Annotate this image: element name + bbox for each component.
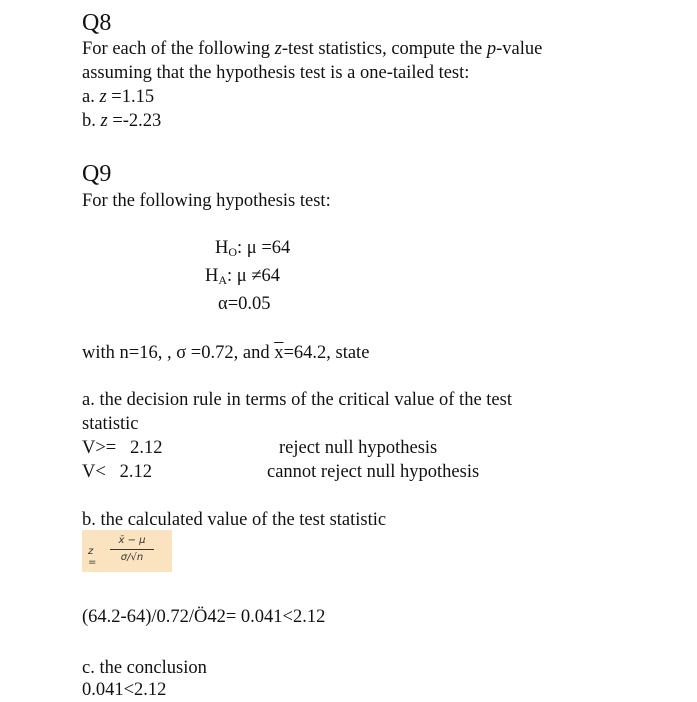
calculation: (64.2-64)/0.72/Ö42= 0.041<2.12 — [82, 607, 326, 627]
rule2-action: cannot reject null hypothesis — [267, 462, 480, 482]
part-a-line2: statistic — [82, 414, 139, 434]
q8-instruction-line2: assuming that the hypothesis test is a one-tailed test: — [82, 63, 470, 83]
formula-numerator: x̄ − μ — [118, 535, 146, 546]
part-b-label: b. the calculated value of the test statistic — [82, 510, 387, 530]
formula-fraction — [106, 535, 158, 564]
q8-item-b: b. z =-2.23 — [82, 111, 162, 131]
given-values: with n=16, , σ =0.72, and $\overline{x}=64.2$, state — [82, 343, 370, 363]
q8-item-a: a. z =1.15 — [82, 87, 155, 107]
significance-level: α=0.05 — [218, 294, 271, 314]
rule2-condition: V< 2.12 — [82, 462, 153, 482]
conclusion: 0.041<2.12 — [82, 680, 167, 700]
formula-box — [82, 530, 172, 572]
null-hypothesis: $H_O$: μ =64 — [215, 238, 291, 259]
formula-denominator: σ/√n — [120, 552, 144, 563]
q8-title: Q8 — [82, 10, 112, 36]
q8-instruction-line1: For each of the following z-test statistics, compute the p-value — [82, 39, 543, 59]
alternative-hypothesis: $H_A$: μ ≠64 — [205, 266, 281, 287]
formula-z: z = — [88, 546, 97, 568]
part-a-line1: a. the decision rule in terms of the critical value of the test — [82, 390, 512, 410]
part-c-label: c. the conclusion — [82, 658, 207, 678]
q9-title: Q9 — [82, 161, 112, 187]
fraction-bar — [110, 549, 154, 550]
rule1-condition: V>= 2.12 — [82, 438, 163, 458]
q9-intro: For the following hypothesis test: — [82, 191, 331, 211]
rule1-action: reject null hypothesis — [279, 438, 438, 458]
